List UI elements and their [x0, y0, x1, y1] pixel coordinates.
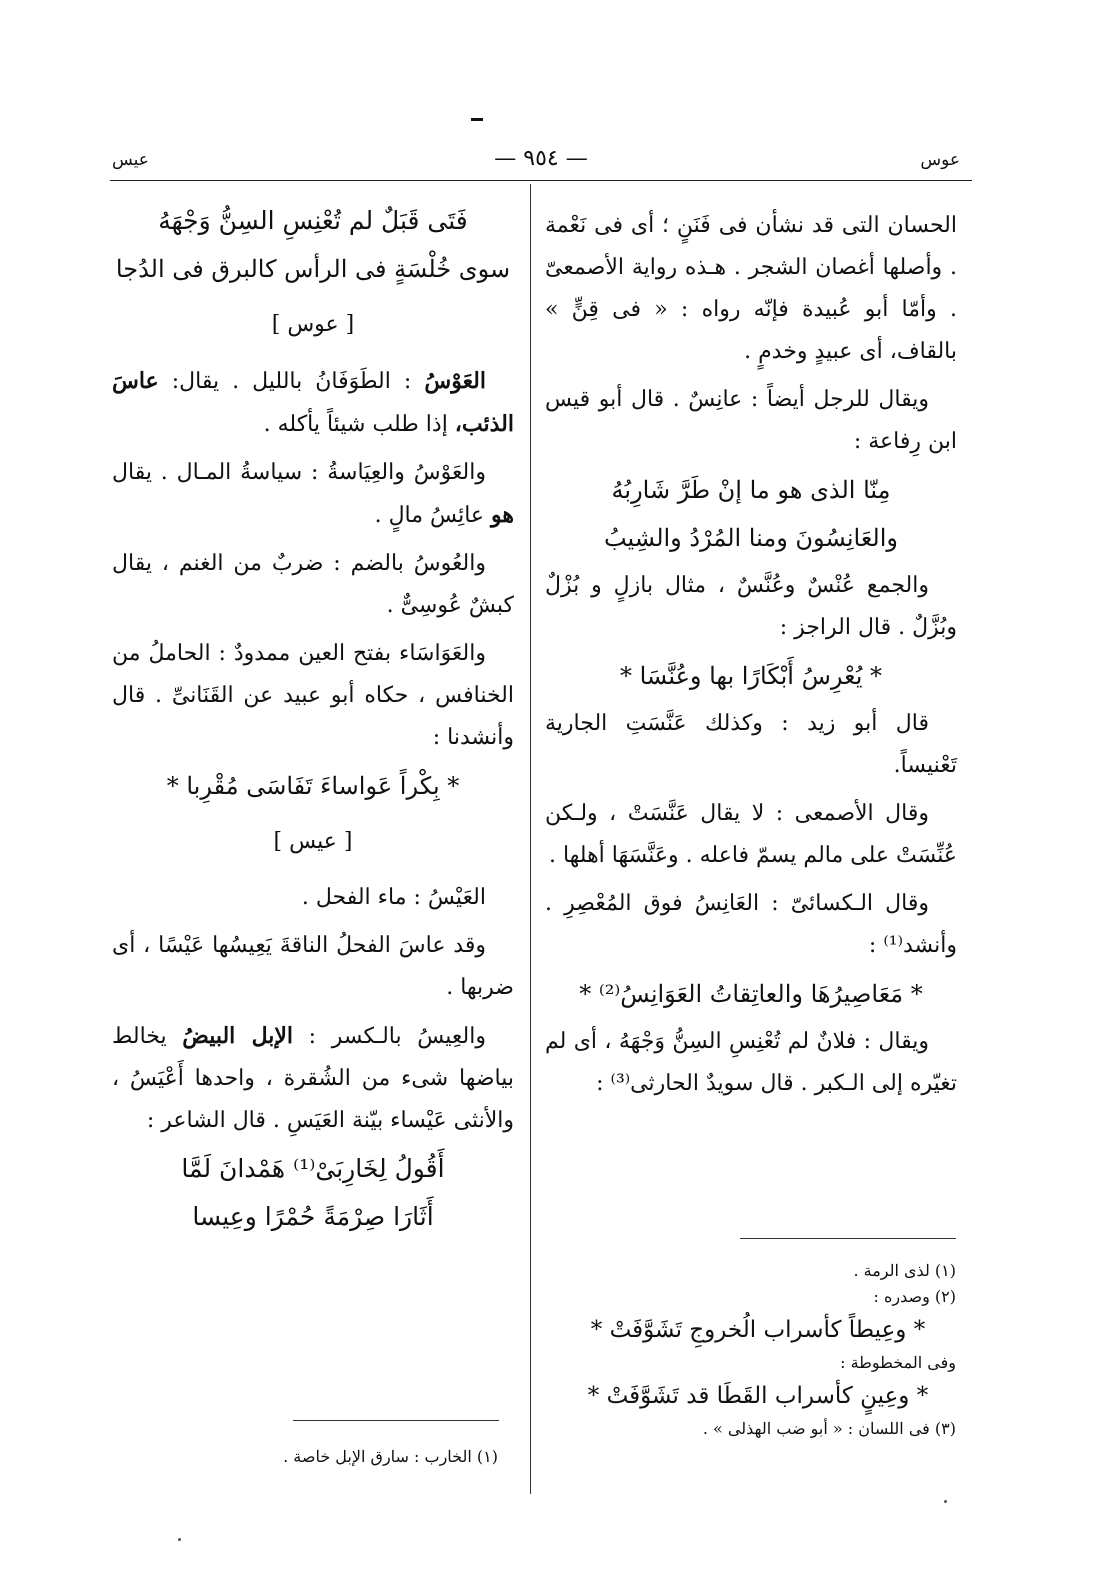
paragraph: وقال الأصمعى : لا يقال عَنَّسَتْ ، ولـكن عُنِّسَتْ على مالم يسمّ فاعله . وعَنَّسَهَا أهلها .: [545, 801, 957, 868]
footnote: (٣) فى اللسان : « أبو ضب الهذلى » .: [702, 1419, 956, 1438]
text-run: عائِسُ مالٍ .: [374, 503, 492, 528]
paragraph: ويقال : فلانٌ لم تُعْنِسِ السِنُّ وَجْهَهُ ، أى لم تغيّره إلى الـكبر . قال سويدٌ الحارثى⁽³⁾ :: [545, 1029, 957, 1096]
page-number: — ٩٥٤ —: [494, 146, 588, 171]
footnote-note: وفى المخطوطة :: [840, 1353, 956, 1372]
verse-line: * بِكْراً عَواساءَ تَفَاسَى مُقْرِبا *: [166, 772, 460, 800]
footnote-rule-left: [293, 1420, 499, 1421]
paragraph: والعُوسُ بالضم : ضربٌ من الغنم ، يقال كبشٌ عُوسِىٌّ .: [112, 551, 514, 618]
footnotes-left: [160, 1444, 498, 1470]
paragraph: وقد عاسَ الفحلُ الناقةَ يَعِيسُها عَيْسًا ، أى ضربها .: [112, 933, 514, 1000]
print-speck: [944, 1500, 947, 1503]
verse-line: مِنّا الذى هو ما إنْ طَرَّ شَارِبُهُ: [611, 476, 891, 504]
text-run: يخالط بياضها شىء من الشُقرة ، واحدها أَعْيَسُ ، والأنثى عَيْساء بيّنة العَيَسِ . قال الشاعر :: [112, 1024, 514, 1133]
text-run: والعِيسُ بالـكسر :: [293, 1024, 486, 1049]
entry-title: [ عيس ]: [273, 829, 353, 854]
text-run: والعَوْسُ والعِيَاسةُ : سياسةُ المـال . يقال: [112, 460, 486, 485]
header-rule: [110, 180, 972, 181]
paragraph: [112, 452, 514, 537]
print-speck: [178, 1538, 181, 1541]
right-column: [545, 205, 957, 1111]
verse-line: سوى خُلْسَةٍ فى الرأس كالبرق فى الدُجا: [115, 255, 511, 283]
running-headword-right: عوس: [920, 150, 960, 170]
footnotes-right: [560, 1258, 956, 1442]
text-run: إذا طلب شيئاً يأكله .: [263, 412, 455, 437]
entry-title: [ عوس ]: [271, 312, 355, 337]
footnote-verse: * وعِينٍ كأسراب القَطَا قد تَشَوَّفَتْ *: [587, 1383, 929, 1409]
paragraph: ويقال للرجل أيضاً : عانِسٌ . قال أبو قيس ابن رِفاعة :: [545, 387, 957, 454]
bold-phrase: عاسَ الذئب،: [112, 368, 514, 437]
footnote: (٢) وصدره :: [873, 1287, 956, 1306]
footnote-verse: * وعِيطاً كأسراب الُخروجِ تَشَوَّفَتْ *: [590, 1317, 926, 1343]
verse-line: * مَعَاصِيرُهَا والعاتِقاتُ العَوَانِسُ⁽²⁾ *: [579, 980, 923, 1008]
top-print-mark: [471, 118, 483, 121]
paragraph: والجمع عُنْسٌ وعُنَّسٌ ، مثال بازلٍ و بُزْلٌ وبُزَّلٌ . قال الراجز :: [545, 573, 957, 640]
footnote: (١) الخارب : سارق الإبل خاصة .: [283, 1447, 498, 1466]
column-divider: [530, 184, 531, 1494]
paragraph: قال أبو زيد : وكذلك عَنَّسَتِ الجارية تَعْنيساً.: [545, 711, 957, 778]
text-run: : الطَوَفَانُ بالليل . يقال:: [158, 369, 425, 394]
footnote-rule-right: [740, 1238, 956, 1239]
page-header: [110, 144, 972, 176]
running-headword-left: عيس: [112, 150, 149, 170]
verse-line: والعَانِسُونَ ومنا المُرْدُ والشِيبُ: [603, 524, 899, 552]
paragraph: وقال الـكسائىّ : العَانِسُ فوق المُعْصِرِ . وأنشد⁽¹⁾ :: [545, 891, 957, 958]
paragraph: الحسان التى قد نشأن فى فَنَنٍ ؛ أى فى نَعْمة . وأصلها أغصان الشجر . هـذه رواية الأصمعىّ . وأمّا أبو عُبيدة فإنّه رواه : « فى قِنٍّ » بالقاف، أى عبيدٍ وخدمٍ .: [545, 213, 957, 364]
headword: العَوْسُ: [424, 368, 486, 394]
verse-line: فَتَى قَبَلٌ لم تُعْنِسِ السِنُّ وَجْهَهُ: [158, 206, 468, 235]
bold-phrase: هو: [491, 502, 514, 528]
paragraph: العَيْسُ : ماء الفحل .: [301, 885, 486, 910]
paragraph: [112, 360, 514, 446]
verse-line: أَثَارَا صِرْمَةً حُمْرًا وعِيسا: [192, 1202, 434, 1231]
bold-phrase: الإبل البيضُ: [182, 1023, 294, 1049]
paragraph: والعَوَاسَاء بفتح العين ممدودٌ : الحاملُ من الخنافس ، حكاه أبو عبيد عن القَنَانىِّ . قال وأنشدنا :: [112, 641, 514, 750]
paragraph: [112, 1015, 514, 1142]
footnote: (١) لذى الرمة .: [853, 1261, 956, 1280]
left-column: [112, 200, 514, 1244]
verse-line: أَقُولُ لِخَارِبَىْ⁽¹⁾ هَمْدانَ لَمَّا: [181, 1154, 445, 1183]
verse-line: * يُعْرِسُ أَبْكَارًا بها وعُنَّسَا *: [619, 662, 883, 690]
